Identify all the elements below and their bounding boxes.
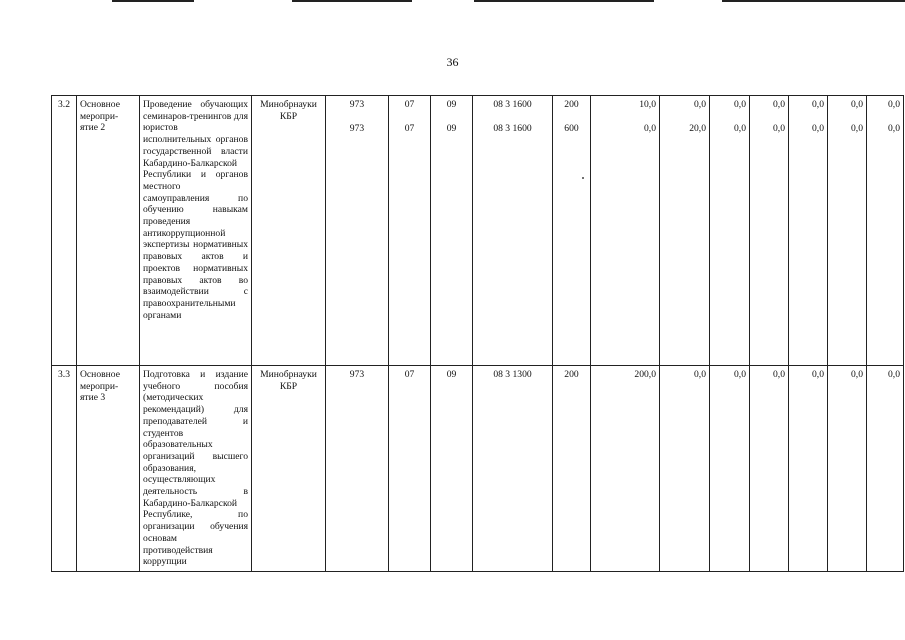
amount-cell: 0,0: [773, 122, 785, 134]
amount-cell: 0,0: [888, 122, 900, 134]
grbs-code: 973: [326, 366, 389, 572]
amount-cell: 0,0: [734, 122, 746, 134]
table-row: [52, 96, 904, 366]
event-type: Основное меропри-ятие 2: [77, 96, 140, 366]
program-table: [51, 95, 904, 572]
executor: Минобрнауки КБР: [252, 366, 326, 572]
amount-cell: 10,0: [639, 99, 656, 110]
table-row: [52, 366, 904, 572]
header-rule: [112, 0, 194, 2]
subsection-code: 09: [431, 366, 473, 572]
subsection-code: 09: [446, 99, 457, 110]
target-article-code: 08 3 1600: [493, 122, 532, 134]
amount-cell: 0,0: [710, 366, 750, 572]
amount-cell: 0,0: [812, 99, 824, 110]
amount-cell: 0,0: [750, 366, 789, 572]
row-number: 3.3: [52, 366, 77, 572]
amount-cell: 0,0: [734, 99, 746, 110]
amount-cell: 0,0: [851, 99, 863, 110]
target-article-code: 08 3 1600: [493, 99, 532, 110]
amount-cell: 0,0: [644, 122, 656, 134]
section-code: 07: [404, 99, 415, 110]
amount-cell: 0,0: [867, 366, 904, 572]
page-number: 36: [446, 55, 459, 69]
subsection-code: 09: [446, 122, 457, 134]
row-number: 3.2: [52, 96, 77, 366]
target-article-code: 08 3 1300: [473, 366, 553, 572]
amount-cell: 0,0: [851, 122, 863, 134]
event-description: Проведение обучающих семинаров-тренингов для юристов исполнительных органов государственной власти Кабардино-Балкарской Республики и органов местного самоуправления по обучению навыкам проведения антикоррупционной экспертизы нормативных правовых актов и проектов нормативных правовых актов во взаимодействии с правоохранительными органами: [140, 96, 252, 366]
amount-cell: 0,0: [828, 366, 867, 572]
amount-cell: 0,0: [888, 99, 900, 110]
amount-cell: 0,0: [660, 366, 710, 572]
section-code: 07: [389, 366, 431, 572]
expense-type-code: 600: [564, 122, 579, 134]
header-rule: [292, 0, 412, 2]
amount-cell: 20,0: [689, 122, 706, 134]
grbs-code: 973: [349, 122, 365, 134]
amount-cell: 0,0: [694, 99, 706, 110]
event-description: Подготовка и издание учебного пособия (методических рекомендаций) для преподавателей и студентов образовательных организаций высшего образования, осуществляющих деятельность в Кабардино-Балкарской Республике, по организации обучения основам противодействия коррупции: [140, 366, 252, 572]
expense-type-code: 200: [564, 99, 579, 110]
amount-cell: 0,0: [789, 366, 828, 572]
event-type: Основное меропри-ятие 3: [77, 366, 140, 572]
amount-cell: 200,0: [591, 366, 660, 572]
header-rule: [474, 0, 654, 2]
grbs-code: 973: [349, 99, 365, 110]
amount-cell: 0,0: [773, 99, 785, 110]
header-rule: [722, 0, 905, 2]
executor: Минобрнауки КБР: [252, 96, 326, 366]
expense-type-code: 200: [553, 366, 591, 572]
scan-speck: [582, 177, 584, 179]
amount-cell: 0,0: [812, 122, 824, 134]
section-code: 07: [404, 122, 415, 134]
